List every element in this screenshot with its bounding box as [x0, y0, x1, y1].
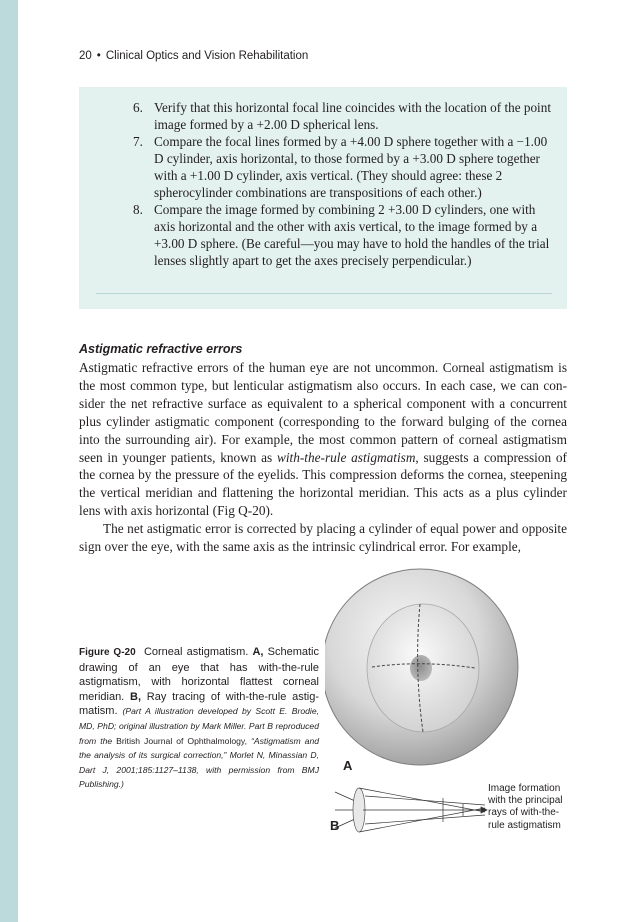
credit-text-2: “Astigmatism and the analysis of its surgical correction,” Morlet N, Minassian D, Dart J, 2001;185:1127–1138, with permission from BMJ Publishing.) [79, 735, 320, 790]
step-number: 7. [133, 134, 143, 149]
step-number: 6. [133, 100, 143, 115]
caption-part-b-text: Ray tracing of with-the-rule astigmatism. [79, 690, 319, 718]
credit-text-1: (Part A illustration developed by Scott E. Brodie, MD, PhD; original illustration by Mark Miller. Part B reproduced from the [79, 706, 319, 746]
ray-tracing-drawing [335, 788, 487, 832]
page-number: 20 [79, 50, 92, 62]
step-item-8 [133, 201, 553, 269]
page-edge-color-bar [0, 0, 18, 922]
activity-box-rule [96, 293, 552, 294]
credit-journal: British Journal of Ophthalmology, [116, 735, 247, 746]
step-item-7 [133, 133, 553, 201]
section-heading: Astigmatic refractive errors [79, 342, 243, 356]
figure-part-a-label: A [343, 758, 353, 773]
header-separator: • [96, 50, 101, 62]
step-text: Compare the focal lines formed by a +4.00 D sphere together with a −1.00 D cylinder, axis horizontal, to those formed by a +3.00 D sphere together with a +1.00 D cylinder, axis vertical. (They should agree: these 2 spherocylinder combinations are transpositions of each other.) [154, 134, 548, 200]
figure-caption [79, 645, 319, 792]
eyeball-drawing [325, 569, 518, 765]
body-text [79, 359, 567, 556]
caption-part-b-label: B, [130, 690, 142, 703]
step-list [133, 99, 553, 269]
running-header [79, 50, 308, 62]
paragraph-1-part-b: , suggests a compression of the cornea by the pressure of the eyelids. This compression deforms the cornea, steepening the vertical meridian and flattening the horizontal meridian. This acts as a plus cylinder lens with axis horizontal (Fig Q-20). [79, 449, 567, 519]
caption-part-a-label: A, [252, 646, 264, 658]
figure-label: Figure Q-20 [79, 647, 136, 658]
figure-part-b-annotation: Image formation with the principal rays of with-the-rule astigmatism [488, 783, 563, 831]
step-number: 8. [133, 202, 143, 217]
paragraph-1 [79, 359, 567, 520]
step-item-6 [133, 99, 553, 133]
paragraph-2: The net astigmatic error is corrected by placing a cylinder of equal power and opposite sign over the eye, with the same axis as the intrinsic cylindrical error. For example, [79, 521, 567, 555]
paragraph-1-part-a: Astigmatic refractive errors of the human eye are not uncommon. Corneal astigmatism is the most common type, but lenticular astigmatism also occurs. In each case, we can consider the net refractive surface as equivalent to a spherical component with a concurrent plus cylinder astigmatic component (corresponding to the forward bulging of the cornea into the surrounding air). For example, the most common pattern of corneal astigmatism seen in younger patients, known as [79, 360, 567, 465]
step-text: Verify that this horizontal focal line coincides with the location of the point image formed by a +2.00 D spherical lens. [154, 100, 551, 132]
step-text: Compare the image formed by combining 2 +3.00 D cylinders, one with axis horizontal and the other with axis vertical, to the image formed by a +3.00 D sphere. (Be careful—you may have to hold the handles of the trial lenses slightly apart to get the axes precisely perpendicular.) [154, 202, 550, 268]
term-with-the-rule: with-the-rule astigmatism [276, 449, 416, 465]
caption-part-a-text: Schematic drawing of an eye that has with-the-rule astigmatism, with horizontal flattest corneal meridian. [79, 646, 319, 703]
figure-title: Corneal astigmatism. [143, 646, 249, 658]
book-title: Clinical Optics and Vision Rehabilitation [105, 50, 309, 62]
figure-part-b-label: B [330, 818, 340, 833]
figure-credit [79, 706, 319, 789]
